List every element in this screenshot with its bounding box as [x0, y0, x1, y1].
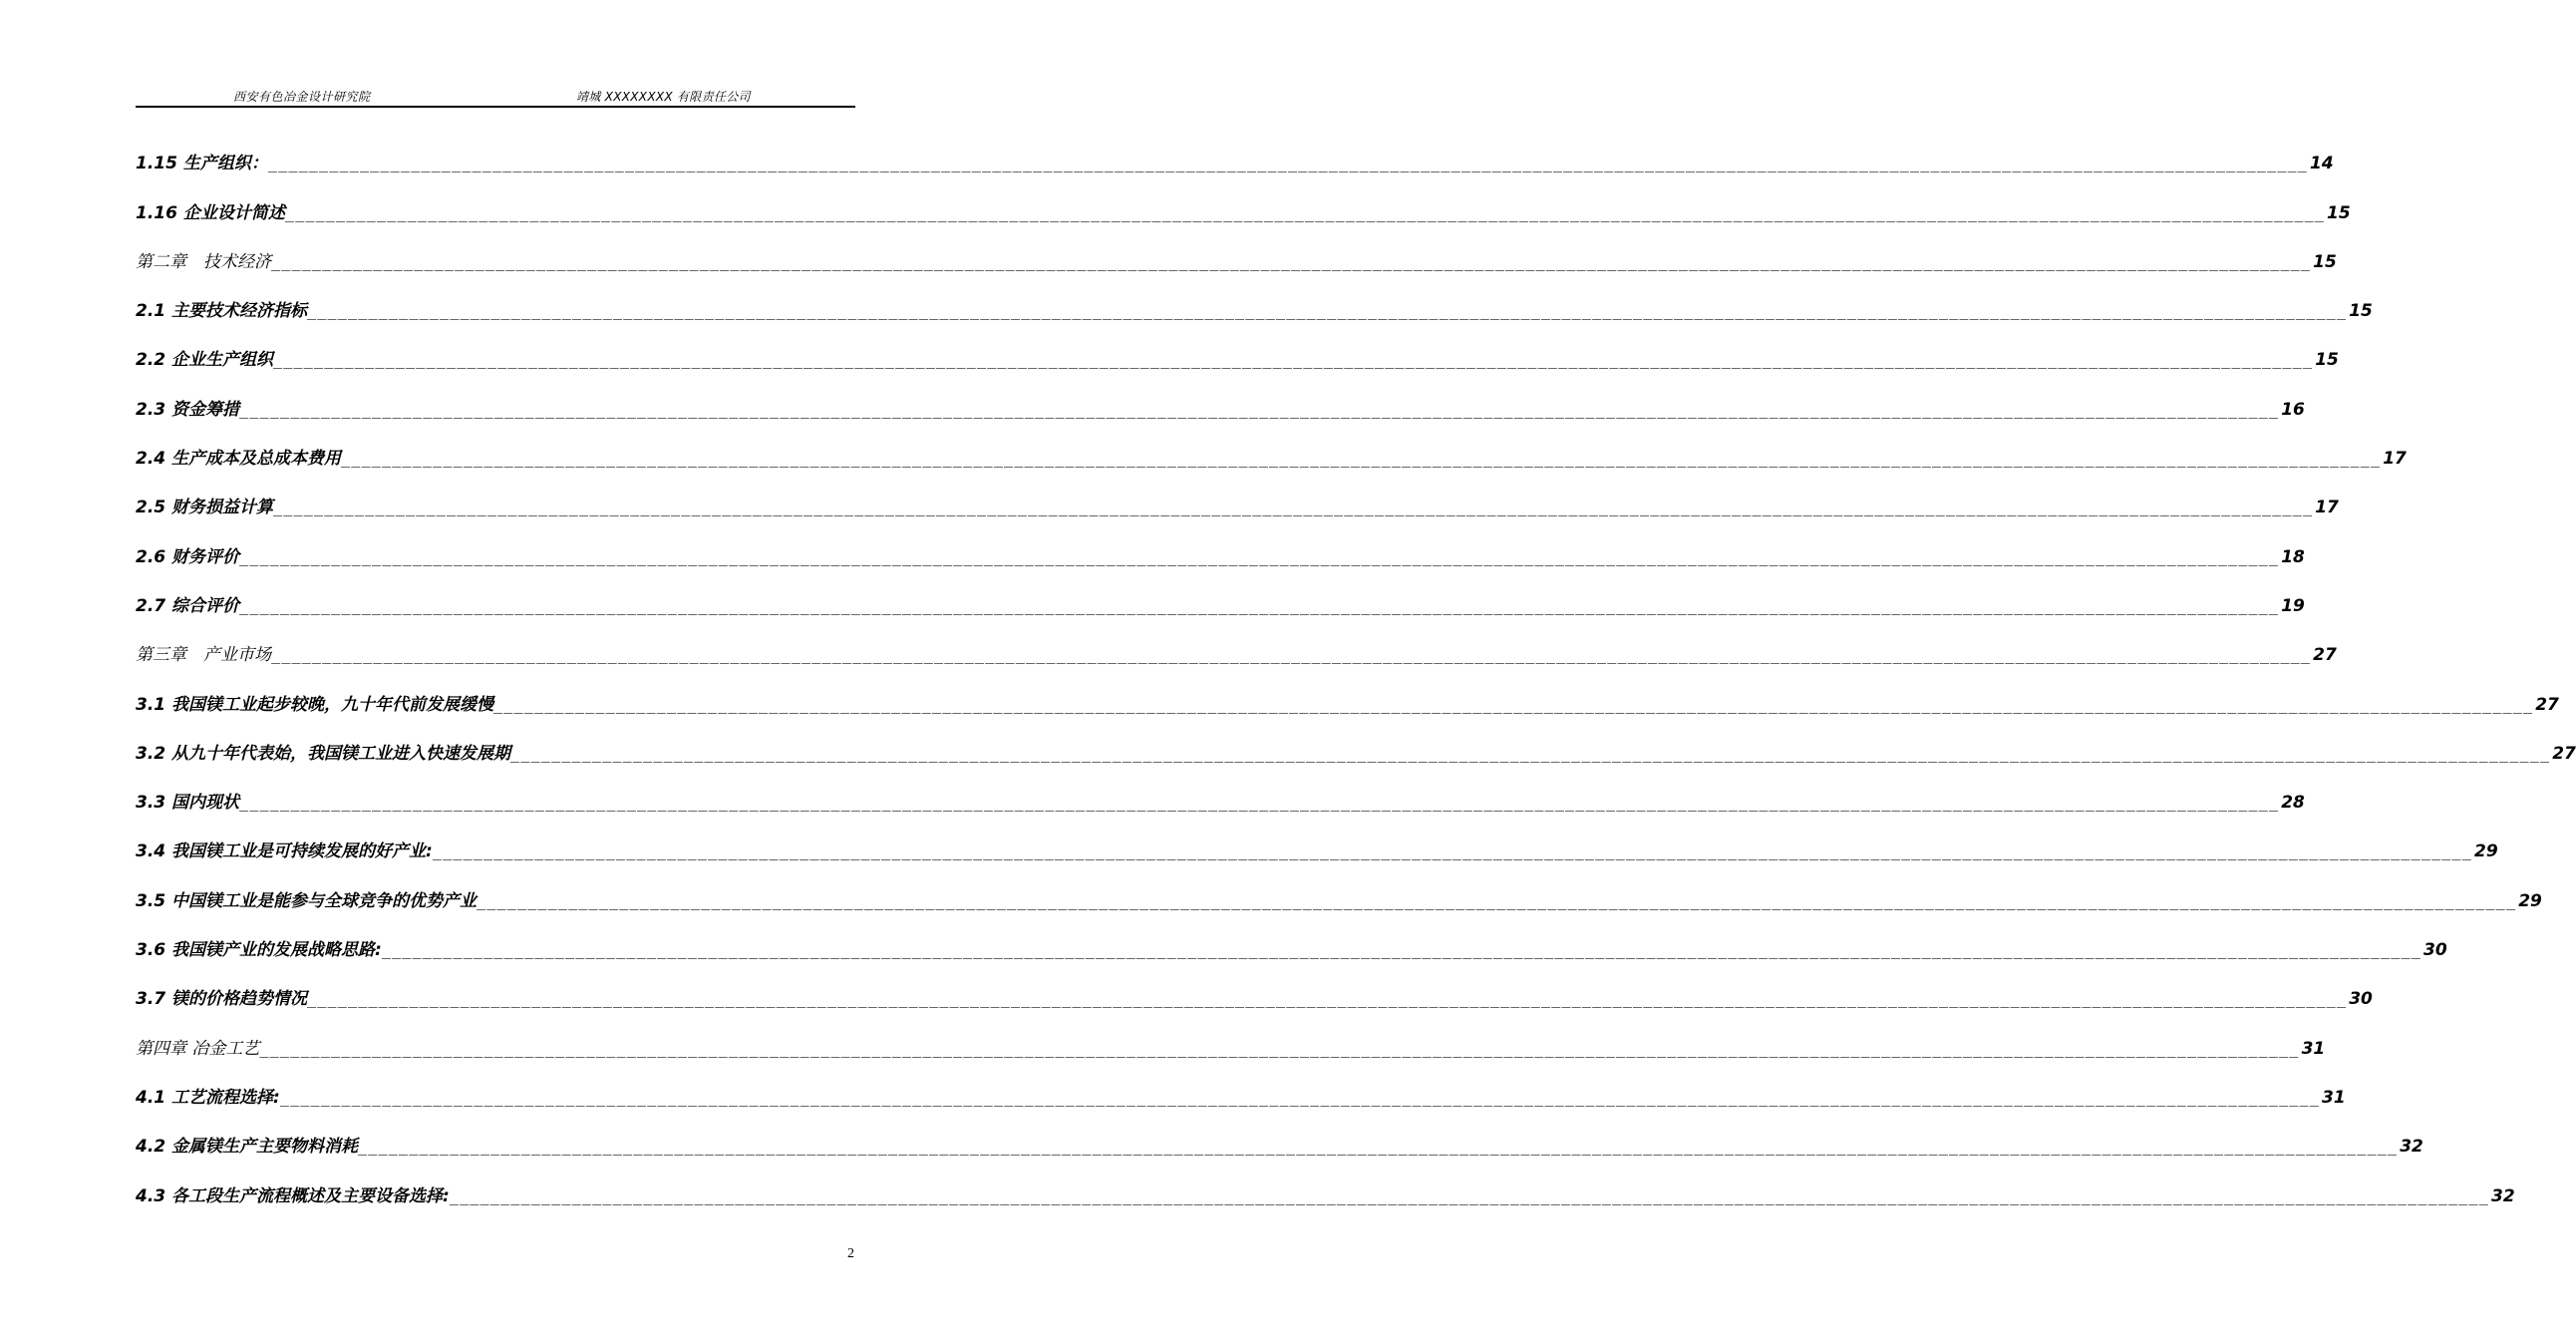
toc-entry-title: 3.3 国内现状 — [136, 793, 240, 814]
toc-entry[interactable] — [136, 518, 2305, 567]
toc-entry[interactable] — [136, 322, 2339, 371]
toc-entry[interactable] — [136, 224, 2337, 273]
toc-entry[interactable] — [136, 421, 2407, 470]
toc-entry-title: 1.15 生产组织： — [136, 154, 268, 174]
toc-entry[interactable] — [136, 568, 2305, 617]
header-left-text: 西安有色冶金设计研究院 — [233, 90, 371, 104]
toc-entry[interactable] — [136, 174, 2351, 223]
toc-entry-title: 3.2 从九十年代表始，我国镁工业进入快速发展期 — [136, 743, 511, 764]
toc-entry[interactable] — [136, 470, 2339, 518]
toc-leader-line: ________________________________________________________________________________________________________________________________________________________________________________________________________ — [239, 400, 2280, 419]
toc-entry-page: 28 — [2281, 793, 2305, 814]
toc-leader-line: ________________________________________________________________________________________________________________________________________________________________________________________________________ — [271, 646, 2312, 665]
page-header — [136, 86, 855, 108]
toc-entry-page: 31 — [2301, 1038, 2326, 1059]
toc-entry[interactable] — [136, 912, 2447, 961]
toc-entry-title: 4.1 工艺流程选择: — [136, 1087, 280, 1108]
toc-leader-line: ________________________________________________________________________________________________________________________________________________________________________________________________________ — [341, 450, 2382, 469]
toc-entry-page: 15 — [2327, 202, 2351, 223]
toc-leader-line: ________________________________________________________________________________________________________________________________________________________________________________________________________ — [307, 990, 2348, 1009]
toc-entry-title: 2.5 财务损益计算 — [136, 498, 274, 518]
toc-entry-title: 2.6 财务评价 — [136, 546, 240, 567]
toc-entry-title: 2.3 资金筹措 — [136, 399, 240, 420]
toc-leader-line: ________________________________________________________________________________________________________________________________________________________________________________________________________ — [510, 744, 2551, 763]
toc-entry-page: 27 — [2552, 743, 2576, 764]
toc-entry-title: 第三章 产业市场 — [136, 645, 271, 666]
toc-leader-line: ________________________________________________________________________________________________________________________________________________________________________________________________________ — [477, 891, 2517, 910]
toc-entry[interactable] — [136, 1060, 2346, 1109]
toc-entry-title: 2.7 综合评价 — [136, 595, 240, 616]
toc-entry-page: 17 — [2315, 498, 2339, 518]
toc-entry-page: 30 — [2423, 940, 2447, 961]
toc-entry-page: 17 — [2383, 449, 2407, 470]
toc-entry-page: 16 — [2281, 399, 2305, 420]
toc-leader-line: ________________________________________________________________________________________________________________________________________________________________________________________________________ — [279, 1088, 2320, 1107]
toc-leader-line: ________________________________________________________________________________________________________________________________________________________________________________________________________ — [432, 842, 2472, 861]
toc-entry-title: 4.3 各工段生产流程概述及主要设备选择: — [136, 1185, 450, 1206]
toc-entry-title: 3.6 我国镁产业的发展战略思路: — [136, 940, 382, 961]
toc-leader-line: ________________________________________________________________________________________________________________________________________________________________________________________________________ — [273, 499, 2314, 517]
toc-entry-page: 15 — [2349, 301, 2373, 322]
toc-entry-title: 2.2 企业生产组织 — [136, 350, 274, 371]
toc-entry[interactable] — [136, 765, 2305, 814]
toc-entry-page: 15 — [2313, 251, 2337, 272]
toc-entry[interactable] — [136, 1010, 2326, 1059]
toc-entry-page: 14 — [2310, 154, 2334, 174]
toc-entry[interactable] — [136, 371, 2305, 420]
toc-entry[interactable] — [136, 126, 2334, 174]
toc-leader-line: ________________________________________________________________________________________________________________________________________________________________________________________________________ — [259, 1039, 2300, 1058]
toc-leader-line: ________________________________________________________________________________________________________________________________________________________________________________________________________ — [284, 203, 2326, 222]
toc-entry-title: 2.1 主要技术经济指标 — [136, 301, 308, 322]
toc-entry-title: 第二章 技术经济 — [136, 251, 271, 272]
toc-entry-title: 1.16 企业设计简述 — [136, 202, 285, 223]
header-right-text: 靖城 XXXXXXXX 有限责任公司 — [576, 90, 751, 104]
toc-entry-title: 4.2 金属镁生产主要物料消耗 — [136, 1137, 359, 1158]
toc-entry-title: 2.4 生产成本及总成本费用 — [136, 449, 342, 470]
toc-entry-page: 32 — [2491, 1185, 2515, 1206]
toc-entry-title: 3.1 我国镁工业起步较晚，九十年代前发展缓慢 — [136, 694, 494, 715]
toc-leader-line: ________________________________________________________________________________________________________________________________________________________________________________________________________ — [267, 155, 2309, 173]
toc-entry-page: 32 — [2400, 1137, 2423, 1158]
toc-leader-line: ________________________________________________________________________________________________________________________________________________________________________________________________________ — [449, 1186, 2489, 1205]
toc-leader-line: ________________________________________________________________________________________________________________________________________________________________________________________________________ — [381, 941, 2421, 960]
toc-leader-line: ________________________________________________________________________________________________________________________________________________________________________________________________________ — [239, 794, 2280, 813]
toc-entry-page: 29 — [2518, 890, 2542, 911]
toc-entry-page: 30 — [2349, 989, 2373, 1010]
toc-leader-line: ________________________________________________________________________________________________________________________________________________________________________________________________________ — [271, 252, 2312, 271]
toc-entry-title: 3.4 我国镁工业是可持续发展的好产业: — [136, 841, 433, 862]
toc-leader-line: ________________________________________________________________________________________________________________________________________________________________________________________________________ — [358, 1138, 2399, 1157]
toc-entry[interactable] — [136, 961, 2373, 1010]
toc-leader-line: ________________________________________________________________________________________________________________________________________________________________________________________________________ — [239, 596, 2280, 615]
toc-leader-line: ________________________________________________________________________________________________________________________________________________________________________________________________________ — [493, 695, 2534, 714]
toc-entry[interactable] — [136, 666, 2559, 715]
toc-entry[interactable] — [136, 1109, 2423, 1158]
toc-leader-line: ________________________________________________________________________________________________________________________________________________________________________________________________________ — [273, 351, 2314, 370]
toc-entry[interactable] — [136, 273, 2373, 322]
table-of-contents — [136, 126, 2576, 1207]
toc-entry-title: 3.5 中国镁工业是能参与全球竞争的优势产业 — [136, 890, 478, 911]
toc-entry-page: 15 — [2315, 350, 2339, 371]
page-number: 2 — [847, 1246, 854, 1261]
toc-entry-page: 18 — [2281, 546, 2305, 567]
toc-entry[interactable] — [136, 814, 2498, 862]
toc-entry-title: 3.7 镁的价格趋势情况 — [136, 989, 308, 1010]
toc-entry-page: 31 — [2322, 1087, 2346, 1108]
toc-entry-page: 29 — [2474, 841, 2498, 862]
toc-entry-page: 19 — [2281, 595, 2305, 616]
toc-entry-title: 第四章 冶金工艺 — [136, 1038, 260, 1059]
toc-leader-line: ________________________________________________________________________________________________________________________________________________________________________________________________________ — [239, 547, 2280, 566]
toc-entry[interactable] — [136, 1158, 2515, 1206]
toc-entry[interactable] — [136, 862, 2542, 911]
toc-entry[interactable] — [136, 617, 2337, 666]
toc-entry[interactable] — [136, 716, 2576, 765]
toc-leader-line: ________________________________________________________________________________________________________________________________________________________________________________________________________ — [307, 302, 2348, 321]
toc-entry-page: 27 — [2313, 645, 2337, 666]
toc-entry-page: 27 — [2535, 694, 2559, 715]
